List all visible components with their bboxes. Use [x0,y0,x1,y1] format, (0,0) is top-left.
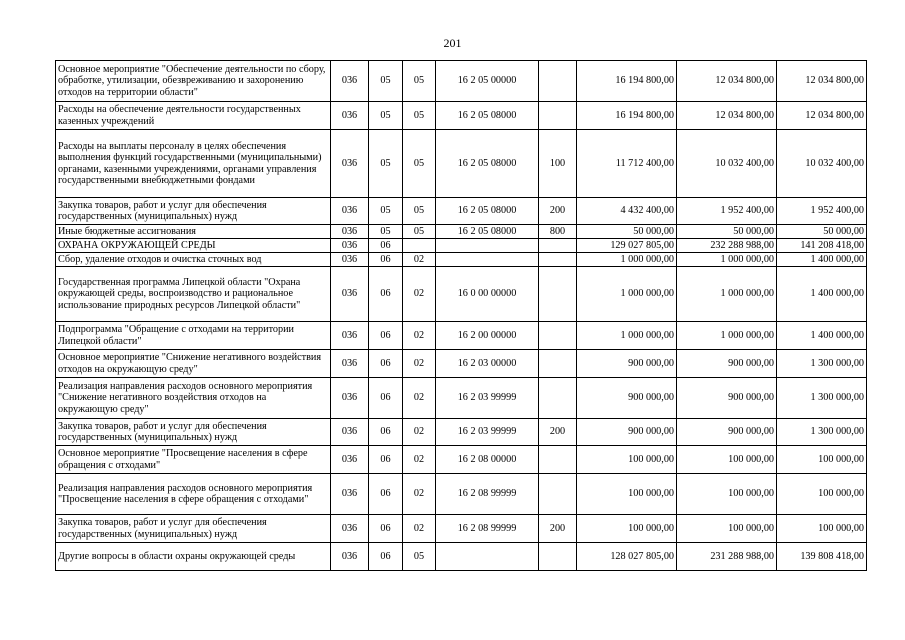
row-name: Реализация направления расходов основного мероприятия "Просвещение населения в сфере обращения с отходами" [56,474,331,515]
row-y1: 16 194 800,00 [577,61,677,102]
row-rz: 06 [369,267,403,322]
table-row [56,515,867,543]
row-y2: 1 000 000,00 [677,267,777,322]
row-name: Иные бюджетные ассигнования [56,225,331,239]
row-rz: 06 [369,543,403,571]
row-y3: 12 034 800,00 [777,102,867,130]
row-ved: 036 [331,61,369,102]
row-vr: 100 [539,130,577,198]
row-y2: 231 288 988,00 [677,543,777,571]
row-y2: 1 952 400,00 [677,198,777,225]
row-y2: 900 000,00 [677,378,777,419]
row-rz: 06 [369,350,403,378]
row-pr: 02 [403,419,436,446]
table-row [56,198,867,225]
row-y1: 11 712 400,00 [577,130,677,198]
row-name: Реализация направления расходов основного мероприятия "Снижение негативного воздействия отходов на окружающую среду" [56,378,331,419]
row-y3: 10 032 400,00 [777,130,867,198]
row-pr: 02 [403,378,436,419]
row-name: Подпрограмма "Обращение с отходами на территории Липецкой области" [56,322,331,350]
row-y1: 100 000,00 [577,474,677,515]
page-number: 201 [443,36,462,50]
row-pr: 02 [403,515,436,543]
row-y2: 100 000,00 [677,515,777,543]
row-vr [539,446,577,474]
row-y1: 129 027 805,00 [577,239,677,253]
row-y2: 900 000,00 [677,350,777,378]
table-row [56,543,867,571]
row-name: Расходы на обеспечение деятельности государственных казенных учреждений [56,102,331,130]
row-ved: 036 [331,543,369,571]
row-ved: 036 [331,378,369,419]
row-y1: 1 000 000,00 [577,267,677,322]
row-name: Расходы на выплаты персоналу в целях обеспечения выполнения функций государственными (муниципальными) органами, казенными учреждениями, органами управления государственными внебюджетными фондами [56,130,331,198]
row-pr: 02 [403,350,436,378]
row-rz: 06 [369,474,403,515]
row-y2: 100 000,00 [677,446,777,474]
row-pr: 02 [403,322,436,350]
row-y3: 1 400 000,00 [777,253,867,267]
row-y3: 141 208 418,00 [777,239,867,253]
row-ved: 036 [331,350,369,378]
row-rz: 05 [369,61,403,102]
row-y2: 10 032 400,00 [677,130,777,198]
row-csr: 16 2 03 99999 [436,378,539,419]
row-csr: 16 0 00 00000 [436,267,539,322]
row-y3: 1 300 000,00 [777,350,867,378]
table-row [56,474,867,515]
table-row [56,61,867,102]
row-name: Закупка товаров, работ и услуг для обеспечения государственных (муниципальных) нужд [56,198,331,225]
row-ved: 036 [331,130,369,198]
row-name: Закупка товаров, работ и услуг для обеспечения государственных (муниципальных) нужд [56,515,331,543]
row-ved: 036 [331,239,369,253]
row-csr: 16 2 00 00000 [436,322,539,350]
row-vr [539,543,577,571]
row-pr: 05 [403,198,436,225]
row-ved: 036 [331,225,369,239]
row-csr: 16 2 08 99999 [436,474,539,515]
row-name: Основное мероприятие "Обеспечение деятельности по сбору, обработке, утилизации, обезвреживанию и захоронению отходов на территории области" [56,61,331,102]
row-y2: 12 034 800,00 [677,61,777,102]
row-csr [436,543,539,571]
row-vr [539,350,577,378]
row-ved: 036 [331,446,369,474]
row-vr [539,239,577,253]
row-name: Государственная программа Липецкой области "Охрана окружающей среды, воспроизводство и рациональное использование природных ресурсов Липецкой области" [56,267,331,322]
row-y3: 1 400 000,00 [777,322,867,350]
row-vr: 200 [539,515,577,543]
row-ved: 036 [331,515,369,543]
row-y1: 1 000 000,00 [577,253,677,267]
row-ved: 036 [331,267,369,322]
row-y1: 128 027 805,00 [577,543,677,571]
row-csr: 16 2 05 08000 [436,225,539,239]
row-pr: 02 [403,267,436,322]
row-pr: 05 [403,225,436,239]
row-rz: 06 [369,239,403,253]
row-y3: 50 000,00 [777,225,867,239]
row-y3: 1 400 000,00 [777,267,867,322]
table-row [56,253,867,267]
row-y1: 16 194 800,00 [577,102,677,130]
row-rz: 06 [369,419,403,446]
row-pr: 05 [403,130,436,198]
row-y1: 900 000,00 [577,419,677,446]
row-pr: 05 [403,61,436,102]
row-pr: 02 [403,253,436,267]
row-pr: 05 [403,102,436,130]
row-y3: 100 000,00 [777,474,867,515]
row-vr [539,378,577,419]
row-vr [539,474,577,515]
row-ved: 036 [331,102,369,130]
row-csr: 16 2 05 00000 [436,61,539,102]
row-y1: 50 000,00 [577,225,677,239]
row-y1: 900 000,00 [577,378,677,419]
row-rz: 05 [369,102,403,130]
row-y1: 900 000,00 [577,350,677,378]
row-y3: 12 034 800,00 [777,61,867,102]
row-rz: 06 [369,515,403,543]
row-pr: 02 [403,474,436,515]
row-y3: 1 952 400,00 [777,198,867,225]
row-y1: 4 432 400,00 [577,198,677,225]
row-rz: 06 [369,322,403,350]
row-csr: 16 2 05 08000 [436,102,539,130]
row-y2: 50 000,00 [677,225,777,239]
row-rz: 06 [369,378,403,419]
row-name: ОХРАНА ОКРУЖАЮЩЕЙ СРЕДЫ [56,239,331,253]
row-csr: 16 2 05 08000 [436,130,539,198]
row-y2: 900 000,00 [677,419,777,446]
row-rz: 05 [369,130,403,198]
table-row [56,446,867,474]
row-vr: 200 [539,419,577,446]
row-vr [539,267,577,322]
row-rz: 05 [369,225,403,239]
row-y2: 1 000 000,00 [677,322,777,350]
table-row [56,225,867,239]
row-csr: 16 2 05 08000 [436,198,539,225]
row-csr [436,239,539,253]
row-ved: 036 [331,198,369,225]
row-y2: 12 034 800,00 [677,102,777,130]
row-rz: 06 [369,253,403,267]
row-y1: 100 000,00 [577,515,677,543]
row-csr: 16 2 03 00000 [436,350,539,378]
row-y2: 1 000 000,00 [677,253,777,267]
row-pr: 05 [403,543,436,571]
row-name: Основное мероприятие "Просвещение населения в сфере обращения с отходами" [56,446,331,474]
row-vr: 800 [539,225,577,239]
row-vr: 200 [539,198,577,225]
table-row [56,378,867,419]
row-y2: 232 288 988,00 [677,239,777,253]
row-csr: 16 2 08 00000 [436,446,539,474]
table-row [56,102,867,130]
row-csr [436,253,539,267]
table-row [56,239,867,253]
row-pr [403,239,436,253]
row-y3: 100 000,00 [777,446,867,474]
table-row [56,350,867,378]
row-y3: 100 000,00 [777,515,867,543]
row-rz: 06 [369,446,403,474]
table-row [56,130,867,198]
row-name: Основное мероприятие "Снижение негативного воздействия отходов на окружающую среду" [56,350,331,378]
row-rz: 05 [369,198,403,225]
row-ved: 036 [331,474,369,515]
row-y3: 1 300 000,00 [777,419,867,446]
row-vr [539,102,577,130]
row-name: Закупка товаров, работ и услуг для обеспечения государственных (муниципальных) нужд [56,419,331,446]
table-row [56,322,867,350]
row-name: Другие вопросы в области охраны окружающей среды [56,543,331,571]
row-y2: 100 000,00 [677,474,777,515]
row-ved: 036 [331,419,369,446]
row-pr: 02 [403,446,436,474]
row-vr [539,322,577,350]
row-y3: 1 300 000,00 [777,378,867,419]
row-vr [539,61,577,102]
row-ved: 036 [331,253,369,267]
row-name: Сбор, удаление отходов и очистка сточных вод [56,253,331,267]
row-vr [539,253,577,267]
row-csr: 16 2 08 99999 [436,515,539,543]
row-y1: 100 000,00 [577,446,677,474]
row-csr: 16 2 03 99999 [436,419,539,446]
table-row [56,419,867,446]
budget-table [55,60,867,571]
table-row [56,267,867,322]
row-y1: 1 000 000,00 [577,322,677,350]
row-ved: 036 [331,322,369,350]
row-y3: 139 808 418,00 [777,543,867,571]
